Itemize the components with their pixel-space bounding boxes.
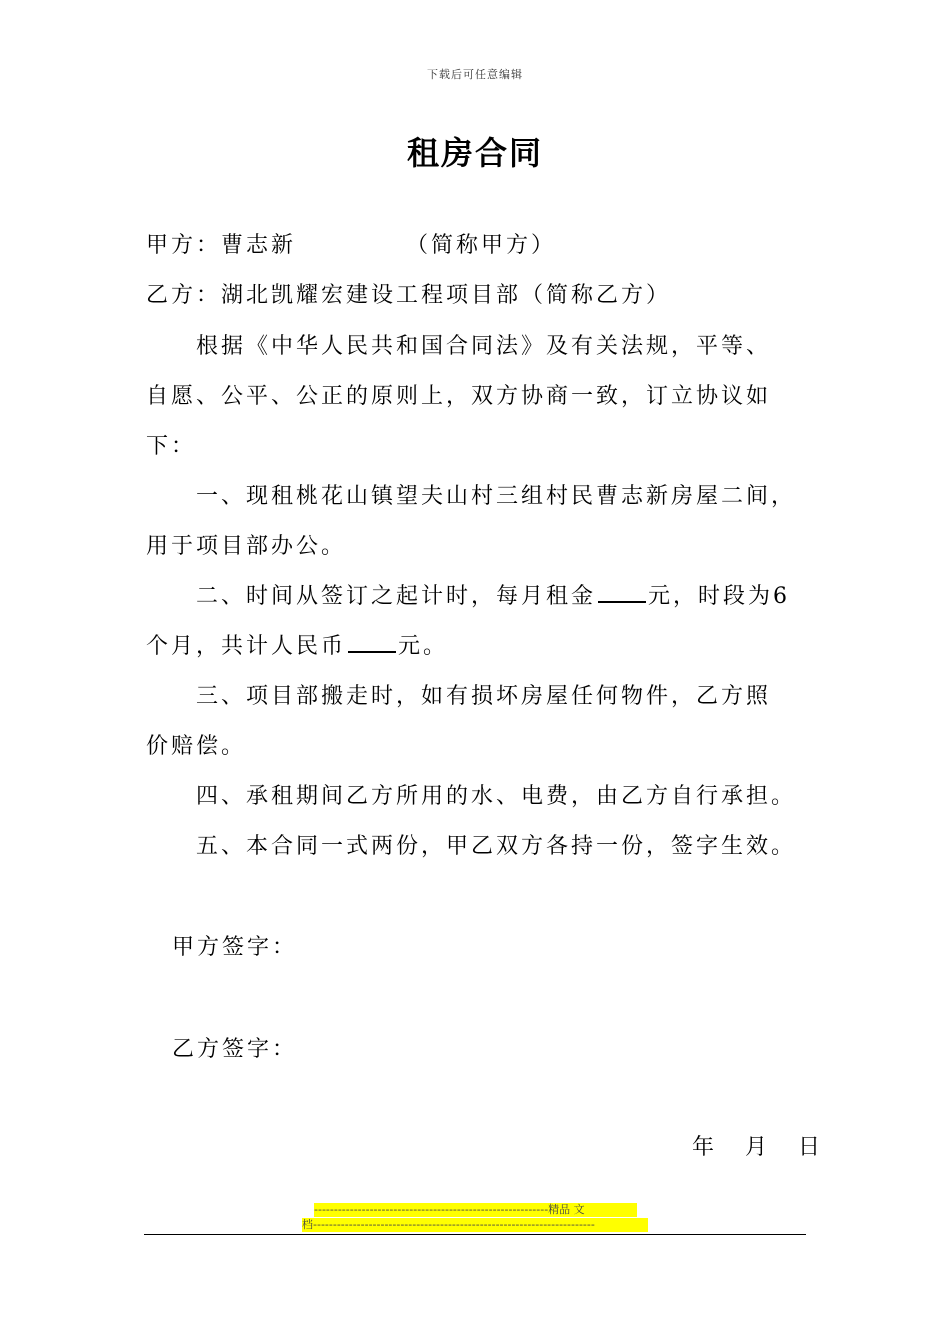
date-line: [692, 1130, 838, 1161]
party-a-short: （简称甲方）: [406, 233, 557, 258]
party-a-name: 曹志新: [221, 233, 297, 258]
clause-2-part-3: 个月，共计人民币: [146, 634, 347, 659]
party-a-line: [146, 221, 818, 271]
clause-1: [146, 472, 818, 572]
footer-divider: [144, 1234, 806, 1235]
date-year: 年: [692, 1135, 715, 1160]
header-note: 下载后可任意编辑: [427, 68, 523, 81]
party-b-signature: 乙方签字：: [172, 1037, 298, 1062]
clause-1-line-1: 一、现租桃花山镇望夫山村三组村民曹志新房屋二间，: [196, 484, 797, 509]
clause-2: [146, 572, 818, 672]
footer-watermark-line-2: 档-----------------------------------------------------------------------: [302, 1218, 648, 1232]
clause-5: [146, 822, 818, 872]
clause-2-line-2: [146, 622, 818, 672]
party-a-signature: 甲方签字：: [172, 935, 298, 960]
clause-2-part-1: 二、时间从签订之起计时，每月租金: [196, 584, 597, 609]
monthly-rent-blank: [598, 581, 646, 603]
clause-1-line-2: 用于项目部办公。: [146, 534, 347, 559]
intro-line-2: 自愿、公平、公正的原则上，双方协商一致，订立协议如: [146, 384, 772, 409]
clause-3: [146, 672, 818, 772]
intro-line-1: 根据《中华人民共和国合同法》及有关法规，平等、: [196, 334, 772, 359]
clause-3-line-1: 三、项目部搬走时，如有损坏房屋任何物件，乙方照: [196, 684, 772, 709]
party-b-label: 乙方：: [146, 283, 222, 308]
clause-2-part-2: 元，时段为6: [648, 584, 791, 609]
clause-4-text: 四、承租期间乙方所用的水、电费，由乙方自行承担。: [196, 784, 797, 809]
date-month: 月: [745, 1135, 768, 1160]
clause-2-line-1: [146, 572, 818, 622]
party-a-label: 甲方：: [146, 233, 222, 258]
party-b-line: [146, 271, 818, 321]
intro-paragraph: [146, 322, 818, 472]
clause-2-part-4: 元。: [398, 634, 449, 659]
intro-line-3: 下：: [146, 434, 197, 459]
document-title: 租房合同: [406, 134, 543, 172]
footer-watermark-line-1: -----------------------------------------------------------精品 文: [314, 1203, 637, 1217]
clause-3-line-2: 价赔偿。: [146, 734, 247, 759]
clause-4: [146, 772, 818, 822]
party-b-name: 湖北凯耀宏建设工程项目部: [221, 283, 522, 308]
date-day: 日: [798, 1135, 821, 1160]
clause-5-text: 五、本合同一式两份，甲乙双方各持一份，签字生效。: [196, 834, 797, 859]
party-b-short: （简称乙方）: [521, 283, 672, 308]
total-rent-blank: [348, 631, 396, 653]
